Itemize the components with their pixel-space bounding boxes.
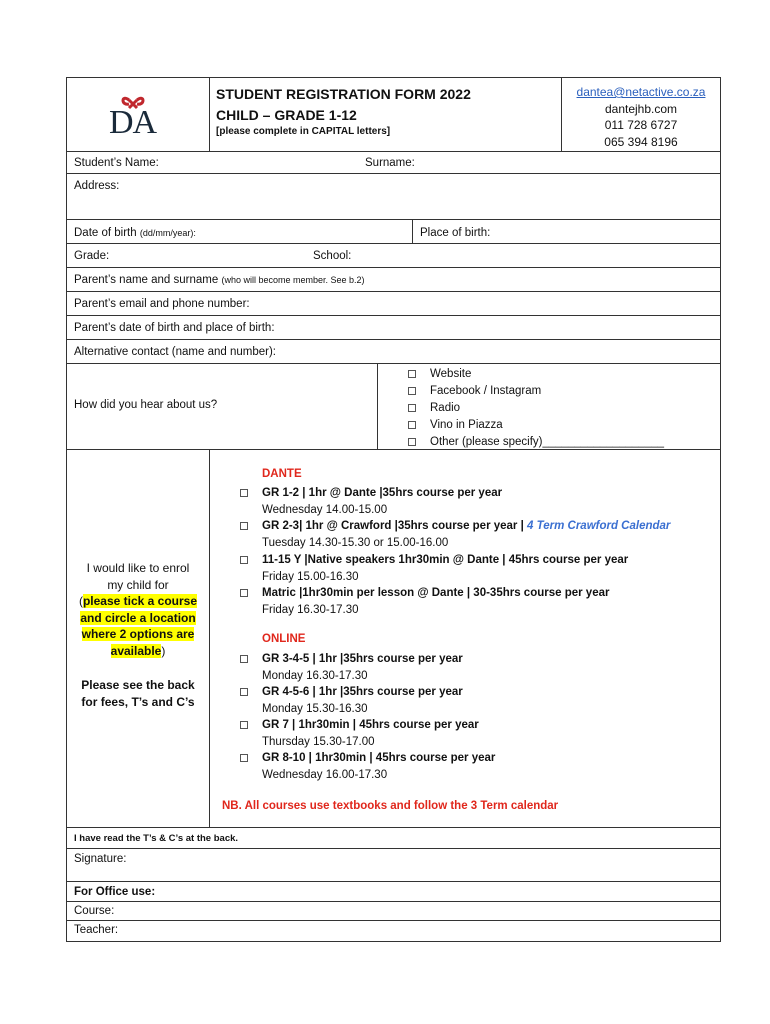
course-time: Monday 15.30-16.30 (262, 702, 368, 715)
enrol-instructions (67, 450, 209, 827)
course-title: GR 3-4-5 | 1hr |35hrs course per year (262, 653, 463, 665)
contact-website: dantejhb.com (604, 101, 678, 116)
hear-option-vino[interactable] (408, 417, 664, 434)
office-course-label: Course: (74, 905, 115, 917)
form-title: STUDENT REGISTRATION FORM 2022 (216, 86, 471, 102)
hear-option-radio[interactable] (408, 400, 664, 417)
contact-email-link[interactable]: dantea@netactive.co.za (576, 85, 706, 99)
hl-line4: available (110, 643, 162, 658)
back-note-line1: Please see the back (81, 678, 195, 692)
alt-contact-label: Alternative contact (name and number): (74, 346, 276, 358)
checkbox-icon[interactable] (240, 556, 248, 564)
checkbox-icon[interactable] (408, 438, 416, 446)
address-row[interactable] (67, 174, 720, 220)
checkbox-icon[interactable] (240, 489, 248, 497)
course-title: GR 1-2 | 1hr @ Dante |35hrs course per year (262, 487, 503, 499)
hl-line2: and circle a location (80, 610, 196, 625)
office-teacher-label: Teacher: (74, 924, 119, 936)
course-time: Wednesday 16.00-17.30 (262, 768, 388, 781)
surname-label: Surname: (365, 157, 415, 169)
checkbox-icon[interactable] (240, 589, 248, 597)
online-course-1 (262, 651, 463, 684)
checkbox-icon[interactable] (240, 721, 248, 729)
enrol-highlight (73, 593, 203, 610)
dob-label (74, 227, 196, 239)
form-subtitle: CHILD – GRADE 1-12 (216, 107, 357, 123)
checkbox-icon[interactable] (408, 370, 416, 378)
office-use-row (67, 882, 720, 902)
place-of-birth-cell[interactable] (412, 220, 720, 243)
grade-label: Grade: (74, 250, 110, 262)
online-course-4 (262, 750, 495, 783)
checkbox-icon[interactable] (408, 421, 416, 429)
hear-option-other[interactable] (408, 434, 664, 451)
dob-row (67, 220, 720, 244)
hear-option-facebook[interactable] (408, 383, 664, 400)
hl-line3: where 2 options are (81, 627, 195, 641)
office-use-label: For Office use: (74, 886, 156, 898)
parent-name-note: (who will become member. See b.2) (221, 275, 365, 285)
parent-dob-label: Parent’s date of birth and place of birth: (74, 322, 275, 334)
course-time: Friday 16.30-17.30 (262, 603, 359, 616)
parent-email-label: Parent’s email and phone number: (74, 298, 250, 310)
dob-cell[interactable] (67, 220, 412, 243)
place-of-birth-label: Place of birth: (420, 227, 491, 239)
course-title: 11-15 Y |Native speakers 1hr30min @ Dante | 45hrs course per year (262, 554, 629, 566)
hl-line1: please tick a course (82, 594, 198, 608)
hear-option-website[interactable] (408, 366, 664, 383)
hear-options-cell (377, 364, 720, 449)
enrol-line2: my child for (107, 577, 169, 592)
office-course-row[interactable] (67, 902, 720, 921)
checkbox-icon[interactable] (408, 387, 416, 395)
parent-name-label (74, 274, 365, 286)
hear-option-label: Other (please specify)___________________ (430, 436, 665, 448)
hear-option-label: Website (430, 368, 472, 380)
hear-question: How did you hear about us? (74, 399, 218, 411)
signature-row[interactable] (67, 849, 720, 882)
parent-name-text: Parent’s name and surname (74, 274, 219, 286)
course-time: Friday 15.00-16.30 (262, 570, 359, 583)
checkbox-icon[interactable] (240, 655, 248, 663)
signature-label: Signature: (74, 853, 127, 865)
address-label: Address: (74, 180, 120, 192)
contact-area (561, 78, 720, 151)
course-time: Monday 16.30-17.30 (262, 669, 368, 682)
logo-area (67, 78, 209, 151)
hear-option-label: Vino in Piazza (430, 419, 503, 431)
dante-heading: DANTE (262, 468, 302, 480)
crawford-calendar-link[interactable]: 4 Term Crawford Calendar (527, 520, 671, 532)
form-header (67, 78, 720, 152)
dante-course-1 (262, 485, 502, 518)
online-course-3 (262, 717, 479, 750)
contact-phone2: 065 394 8196 (604, 134, 678, 149)
hear-option-label: Facebook / Instagram (430, 385, 542, 397)
dob-format: (dd/mm/year): (139, 228, 196, 238)
checkbox-icon[interactable] (240, 522, 248, 530)
online-course-2 (262, 684, 463, 717)
hear-option-label: Radio (430, 402, 461, 414)
course-time: Thursday 15.30-17.00 (262, 735, 375, 748)
checkbox-icon[interactable] (240, 688, 248, 696)
course-time: Tuesday 14.30-15.30 or 15.00-16.00 (262, 536, 449, 549)
student-name-label: Student’s Name: (74, 157, 159, 169)
grade-row[interactable] (67, 244, 720, 268)
hear-question-cell (67, 364, 377, 449)
parent-email-row[interactable] (67, 292, 720, 316)
contact-phone1: 011 728 6727 (604, 118, 678, 132)
form-note: [please complete in CAPITAL letters] (216, 126, 391, 137)
hl-suffix: ) (161, 643, 166, 658)
logo-text: DA (109, 104, 157, 141)
title-area (209, 78, 561, 151)
online-heading: ONLINE (262, 633, 306, 645)
course-time: Wednesday 14.00-15.00 (262, 503, 388, 516)
read-tcs-row (67, 828, 720, 849)
registration-form (66, 77, 721, 942)
alt-contact-row[interactable] (67, 340, 720, 364)
course-section (67, 450, 720, 828)
course-title: GR 2-3| 1hr @ Crawford |35hrs course per year | (262, 520, 524, 532)
dob-text: Date of birth (74, 227, 137, 239)
enrol-line1: I would like to enrol (86, 561, 190, 575)
student-name-row[interactable] (67, 152, 720, 174)
course-title: Matric |1hr30min per lesson @ Dante | 30-35hrs course per year (262, 587, 610, 599)
parent-dob-row[interactable] (67, 316, 720, 340)
back-note-line2: for fees, T’s and C’s (81, 694, 195, 709)
checkbox-icon[interactable] (408, 404, 416, 412)
courses-cell (209, 450, 720, 827)
course-title: GR 4-5-6 | 1hr |35hrs course per year (262, 686, 463, 698)
dante-course-3 (262, 552, 628, 585)
hear-about-row (67, 364, 720, 450)
hl-prefix: ( (78, 594, 83, 608)
school-label: School: (313, 250, 352, 262)
course-title: GR 8-10 | 1hr30min | 45hrs course per year (262, 752, 496, 764)
office-teacher-row[interactable] (67, 921, 720, 941)
dante-course-4 (262, 585, 609, 618)
nb-note: NB. All courses use textbooks and follow the 3 Term calendar (222, 800, 559, 812)
course-title: GR 7 | 1hr30min | 45hrs course per year (262, 719, 479, 731)
dante-course-2 (262, 518, 670, 551)
parent-name-row[interactable] (67, 268, 720, 292)
checkbox-icon[interactable] (240, 754, 248, 762)
read-tcs-label: I have read the T’s & C’s at the back. (74, 833, 239, 844)
